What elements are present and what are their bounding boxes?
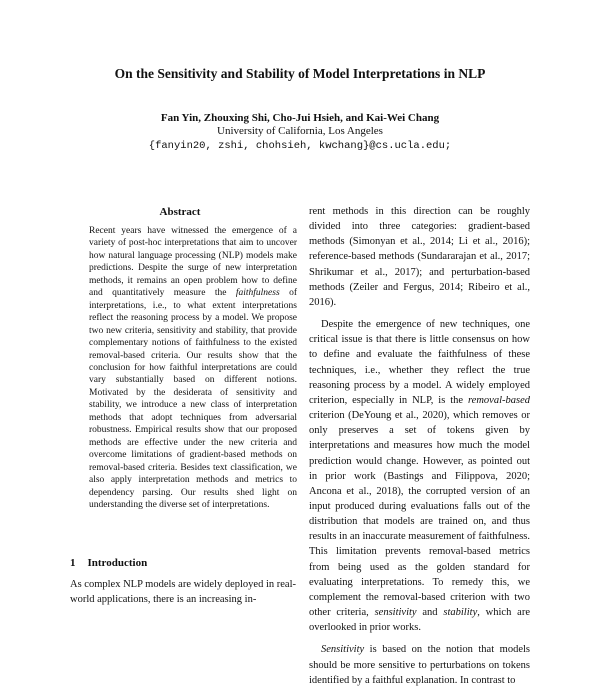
abstract-emphasis: faithfulness (235, 288, 280, 299)
abstract-heading: Abstract (159, 206, 201, 218)
right-column (309, 204, 530, 695)
emphasis: stability (443, 607, 478, 619)
section-title: Introduction (87, 557, 148, 569)
text-part: and (416, 607, 444, 619)
affiliation: University of California, Los Angeles (217, 125, 383, 137)
section-number: 1 (70, 557, 76, 569)
paragraph: rent methods in this direction can be roughly divided into three categories: gradient-based methods (Simonyan et al., 2014; Li et al., 2016); reference-based methods (Sundararajan et al., 2017; Shrikumar et al., 2017); and perturbation-based methods (Zeiler and Fergus, 2014; Ribeiro et al., 2016). (309, 206, 530, 308)
emphasis: removal-based (467, 394, 530, 406)
text-part: criterion (DeYoung et al., 2020), which removes or only preserves a set of tokens given by interpretations and measures how much the model prediction would change. However, as pointed out in prior work (Bastings and Filippova, 2020; Ancona et al., 2018), the corrupted version of an input produced during evaluations falls out of the distribution that models are trained on, and thus results in an inaccurate measurement of faithfulness. This limitation prevents removal-based metrics from being used as the golden standard for evaluating interpretations. To remedy this, we complement the removal-based criterion with two other criteria, (309, 410, 530, 619)
paper-title: On the Sensitivity and Stability of Model Interpretations in NLP (114, 66, 486, 81)
introduction-body: As complex NLP models are widely deployed in real-world applications, there is an increasing in- (70, 579, 296, 605)
text-part: Despite the emergence of new techniques, one critical issue is that there is little consensus on how to define and evaluate the faithfulness of these techniques, i.e., whether they reflect the true reasoning process by a model. A widely employed criterion, especially in NLP, is the (309, 319, 530, 406)
abstract-text-part: of interpretations, i.e., to what extent interpretations reflect the reasoning process by a model. We propose two new criteria, sensitivity and stability, that provide complementary notions of faithfulness to the existed removal-based criteria. Our results show that the conclusion for how faithful interpretations are could vary substantially based on different notions. Motivated by the desiderata of sensitivity and stability, we introduce a new class of interpretation methods that adopt techniques from adversarial robustness. Empirical results show that our proposed methods are effective under the new criteria and overcome limitations of gradient-based methods on removal-based criteria. Besides text classification, we also apply interpretation methods and metrics to dependency parsing. Our results shed light on understanding the diverse set of interpretations. (89, 288, 297, 510)
abstract-text-part: Recent years have witnessed the emergence of a variety of post-hoc interpretations that aim to uncover how natural language processing (NLP) models make predictions. Despite the surge of new interpretation methods, it remains an open problem how to define and quantitatively measure the (89, 226, 297, 299)
text-part: is based on the notion that models should be more sensitive to perturbations on tokens identified by a faithful explanation. In contrast to (309, 644, 530, 686)
section-heading-introduction (70, 557, 147, 569)
author-emails: {fanyin20, zshi, chohsieh, kwchang}@cs.ucla.edu; (148, 140, 452, 152)
abstract-body (89, 225, 297, 511)
paragraph (309, 317, 530, 635)
paragraph (309, 642, 530, 687)
emphasis: Sensitivity (321, 644, 365, 656)
author-list: Fan Yin, Zhouxing Shi, Cho-Jui Hsieh, and Kai-Wei Chang (160, 112, 440, 124)
text-part: , which are overlooked in prior works. (309, 607, 530, 634)
emphasis: sensitivity (374, 607, 417, 619)
